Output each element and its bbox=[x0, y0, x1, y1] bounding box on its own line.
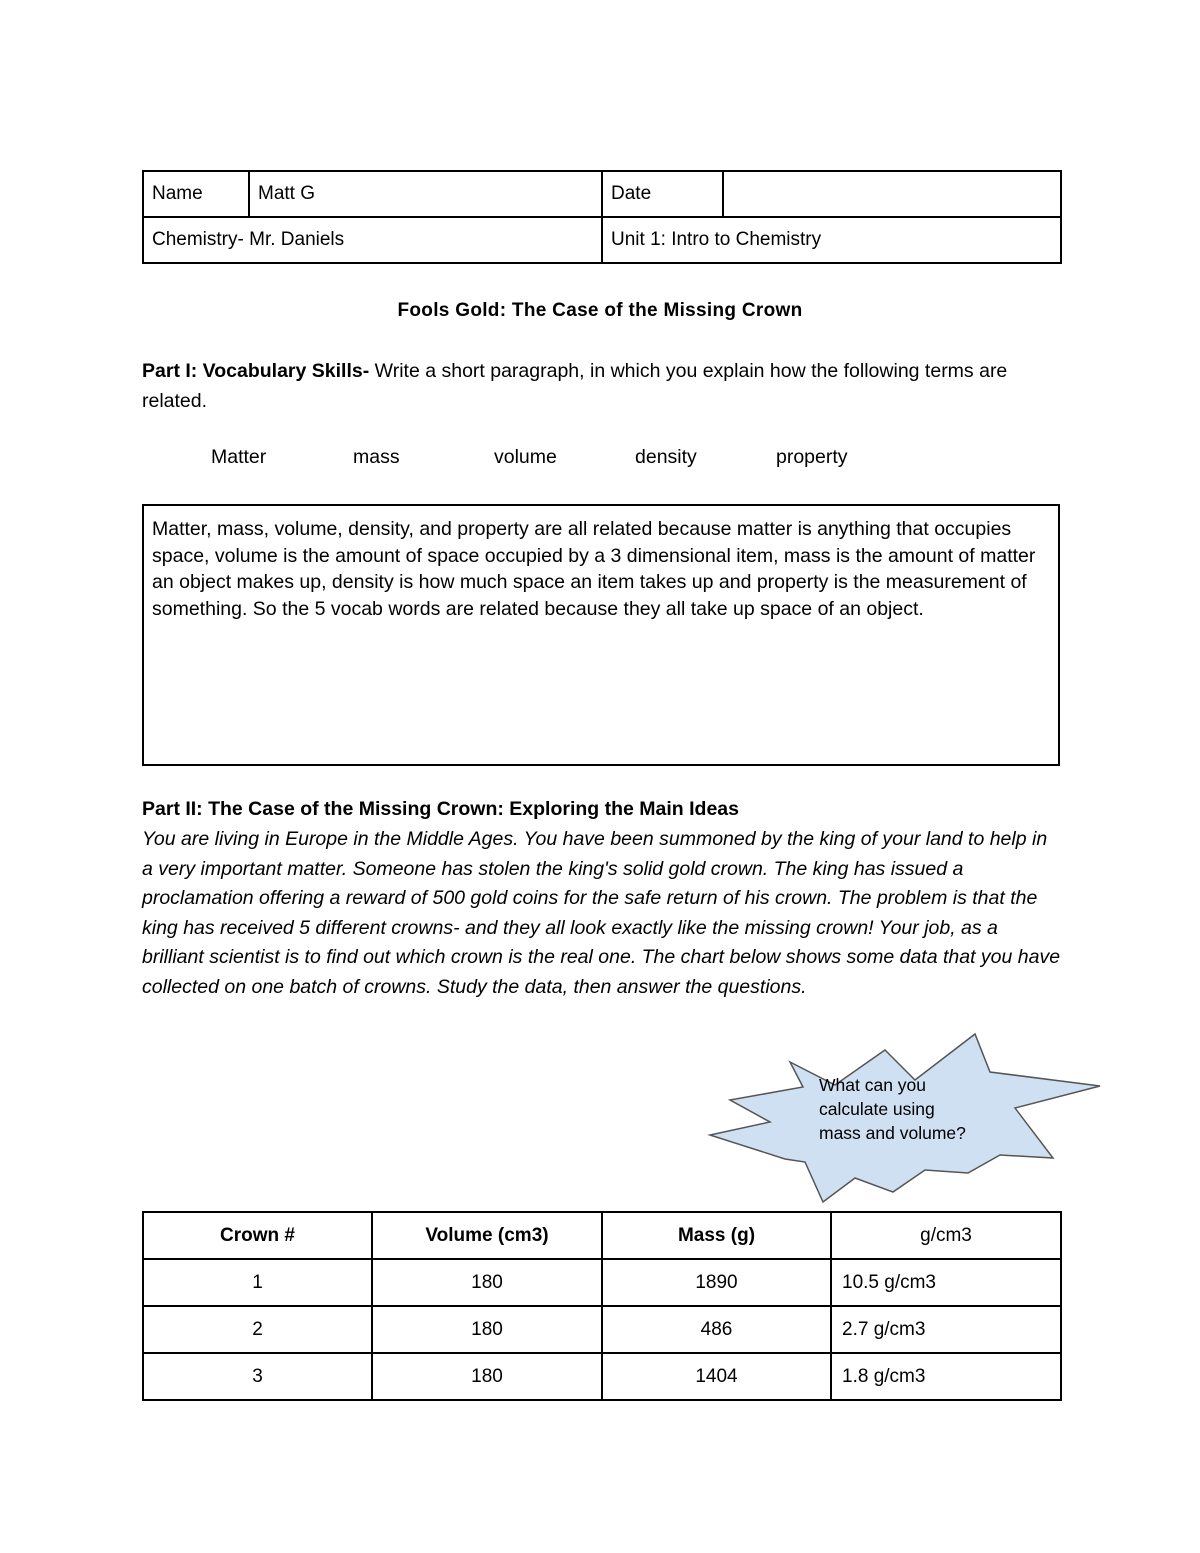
table-cell: 180 bbox=[372, 1259, 602, 1306]
header-row-name-date bbox=[143, 171, 1061, 217]
answer-text: Matter, mass, volume, density, and property are all related because matter is anything that occupies space, volume is the amount of space occupied by a 3 dimensional item, mass is the amount of matter an object makes up, density is how much space an item takes up and property is the measurement of something. So the 5 vocab words are related because they all take up space of an object. bbox=[152, 518, 1036, 620]
column-header-volume: Volume (cm3) bbox=[372, 1212, 602, 1259]
date-value bbox=[723, 171, 1061, 217]
table-row bbox=[143, 1259, 1061, 1306]
vocab-term: Matter bbox=[211, 446, 267, 468]
table-row bbox=[143, 1353, 1061, 1400]
name-label: Name bbox=[143, 171, 249, 217]
vocab-term: mass bbox=[353, 446, 400, 468]
part1-heading: Part I: Vocabulary Skills- bbox=[142, 360, 370, 382]
table-cell: 1404 bbox=[602, 1353, 831, 1400]
answer-box bbox=[142, 504, 1060, 766]
callout-text: What can you calculate using mass and volume? bbox=[819, 1075, 966, 1143]
table-cell: 2.7 g/cm3 bbox=[831, 1306, 1061, 1353]
part1-prompt bbox=[142, 357, 1062, 416]
table-cell: 180 bbox=[372, 1353, 602, 1400]
column-header-crown: Crown # bbox=[143, 1212, 372, 1259]
part2-heading: Part II: The Case of the Missing Crown: Exploring the Main Ideas bbox=[142, 798, 739, 820]
table-cell: 3 bbox=[143, 1353, 372, 1400]
column-header-mass: Mass (g) bbox=[602, 1212, 831, 1259]
column-header-density: g/cm3 bbox=[831, 1212, 1061, 1259]
vocab-term: density bbox=[635, 446, 697, 468]
name-value: Matt G bbox=[249, 171, 602, 217]
table-cell: 180 bbox=[372, 1306, 602, 1353]
table-cell: 1.8 g/cm3 bbox=[831, 1353, 1061, 1400]
table-cell: 486 bbox=[602, 1306, 831, 1353]
table-cell: 2 bbox=[143, 1306, 372, 1353]
table-cell: 10.5 g/cm3 bbox=[831, 1259, 1061, 1306]
table-cell: 1 bbox=[143, 1259, 372, 1306]
crown-data-table bbox=[142, 1211, 1062, 1401]
table-row bbox=[143, 1306, 1061, 1353]
table-cell: 1890 bbox=[602, 1259, 831, 1306]
part2-story: You are living in Europe in the Middle Ages. You have been summoned by the king of your land to help in a very important matter. Someone has stolen the king's solid gold crown. The king has issued a proclamation offering a reward of 500 gold coins for the safe return of his crown. The problem is that the king has received 5 different crowns- and they all look exactly like the missing crown! Your job, as a brilliant scientist is to find out which crown is the real one. The chart below shows some data that you have collected on one batch of crowns. Study the data, then answer the questions. bbox=[142, 828, 1061, 998]
header-table bbox=[142, 170, 1062, 264]
document-title: Fools Gold: The Case of the Missing Crown bbox=[397, 300, 803, 321]
course-name: Chemistry- Mr. Daniels bbox=[143, 217, 602, 263]
vocab-term: volume bbox=[494, 446, 557, 468]
unit-name: Unit 1: Intro to Chemistry bbox=[602, 217, 1061, 263]
table-header-row bbox=[143, 1212, 1061, 1259]
header-row-course-unit bbox=[143, 217, 1061, 263]
part1-instructions: Write a short paragraph, in which you explain how the following terms are related. bbox=[142, 360, 1008, 412]
vocab-term: property bbox=[776, 446, 848, 468]
date-label: Date bbox=[602, 171, 723, 217]
